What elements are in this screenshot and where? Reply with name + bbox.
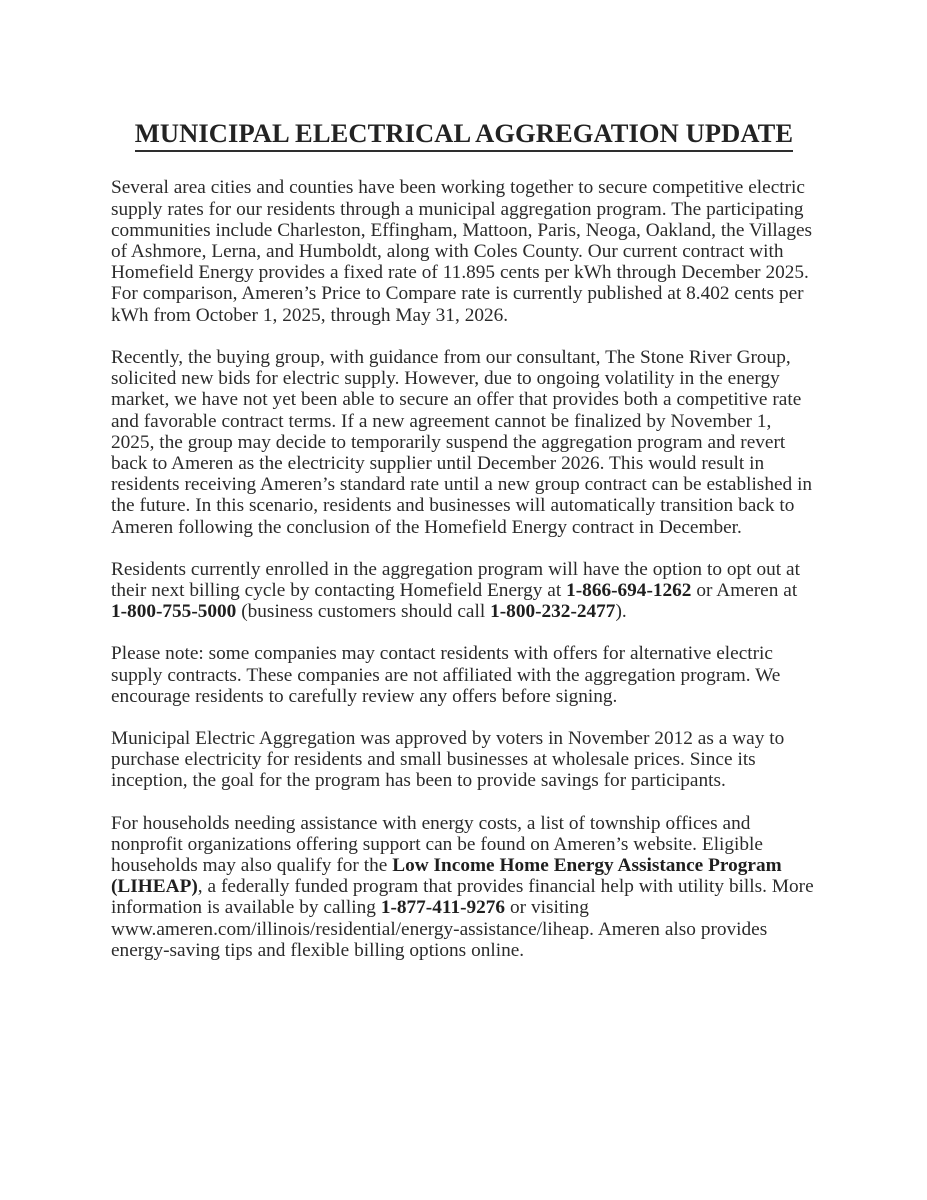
- paragraph-text: or visiting: [505, 897, 589, 919]
- phone-ameren-business: 1-800-232-2477: [490, 601, 616, 623]
- paragraph-text: Please note: some companies may contact residents with offers for alternative electric supply contracts. These companies are not affiliated with the aggregation program. We encourage residents to carefully review any offers before signing.: [111, 643, 781, 707]
- phone-liheap: 1-877-411-9276: [380, 897, 506, 919]
- phone-ameren-residential: 1-800-755-5000: [111, 601, 237, 623]
- paragraph-aggregation-overview: [111, 177, 817, 325]
- paragraph-text: (business customers should call: [236, 601, 491, 623]
- paragraph-opt-out-contacts: [111, 559, 817, 623]
- paragraph-text: ).: [615, 601, 627, 623]
- paragraph-bidding-status: [111, 347, 817, 538]
- phone-homefield-energy: 1-866-694-1262: [566, 579, 692, 601]
- paragraph-text: Several area cities and counties have been working together to secure competitive electric supply rates for our residents through a municipal aggregation program. The participating communities include Charleston, Effingham, Mattoon, Paris, Neoga, Oakland, the Villages of Ashmore, Lerna, and Humboldt, along with Coles County. Our current contract with Homefield Energy provides a fixed rate of 11.895 cents per kWh through December 2025. For comparison, Ameren’s Price to Compare rate is currently published at 8.402 cents per kWh from October 1, 2025, through May 31, 2026.: [111, 177, 813, 326]
- document-body: [111, 118, 817, 961]
- page-title: [111, 118, 817, 150]
- paragraph-text: For households needing assistance with energy costs, a list of township offices and nonprofit organizations offering support can be found on Ameren’s website. Eligible households may also qualify for the: [111, 812, 763, 876]
- paragraph-text: Municipal Electric Aggregation was approved by voters in November 2012 as a way to purchase electricity for residents and small businesses at wholesale prices. Since its inception, the goal for the program has been to provide savings for participants.: [111, 727, 785, 792]
- paragraph-energy-assistance: [111, 813, 817, 961]
- paragraph-solicitation-warning: [111, 643, 817, 707]
- ameren-liheap-url: www.ameren.com/illinois/residential/energy-assistance/liheap: [111, 918, 590, 940]
- paragraph-program-history: [111, 728, 817, 792]
- liheap-program-name: Low Income Home Energy Assistance Program (LIHEAP): [111, 854, 782, 898]
- paragraph-text: or Ameren at: [691, 579, 798, 601]
- paragraph-text: . Ameren also provides energy-saving tips and flexible billing options online.: [111, 918, 768, 961]
- paragraph-text: Residents currently enrolled in the aggregation program will have the option to opt out at their next billing cycle by contacting Homefield Energy at: [111, 558, 800, 601]
- paragraph-text: Recently, the buying group, with guidance from our consultant, The Stone River Group, solicited new bids for electric supply. However, due to ongoing volatility in the energy market, we have not yet been able to secure an offer that provides both a competitive rate and favorable contract terms. If a new agreement cannot be finalized by November 1, 2025, the group may decide to temporarily suspend the aggregation program and revert back to Ameren as the electricity supplier until December 2026. This would result in residents receiving Ameren’s standard rate until a new group contract can be established in the future. In this scenario, residents and businesses will automatically transition back to Ameren following the conclusion of the Homefield Energy contract in December.: [111, 346, 813, 538]
- paragraph-text: , a federally funded program that provides financial help with utility bills. More information is available by calling: [111, 876, 814, 919]
- page-title-text: MUNICIPAL ELECTRICAL AGGREGATION UPDATE: [135, 118, 793, 152]
